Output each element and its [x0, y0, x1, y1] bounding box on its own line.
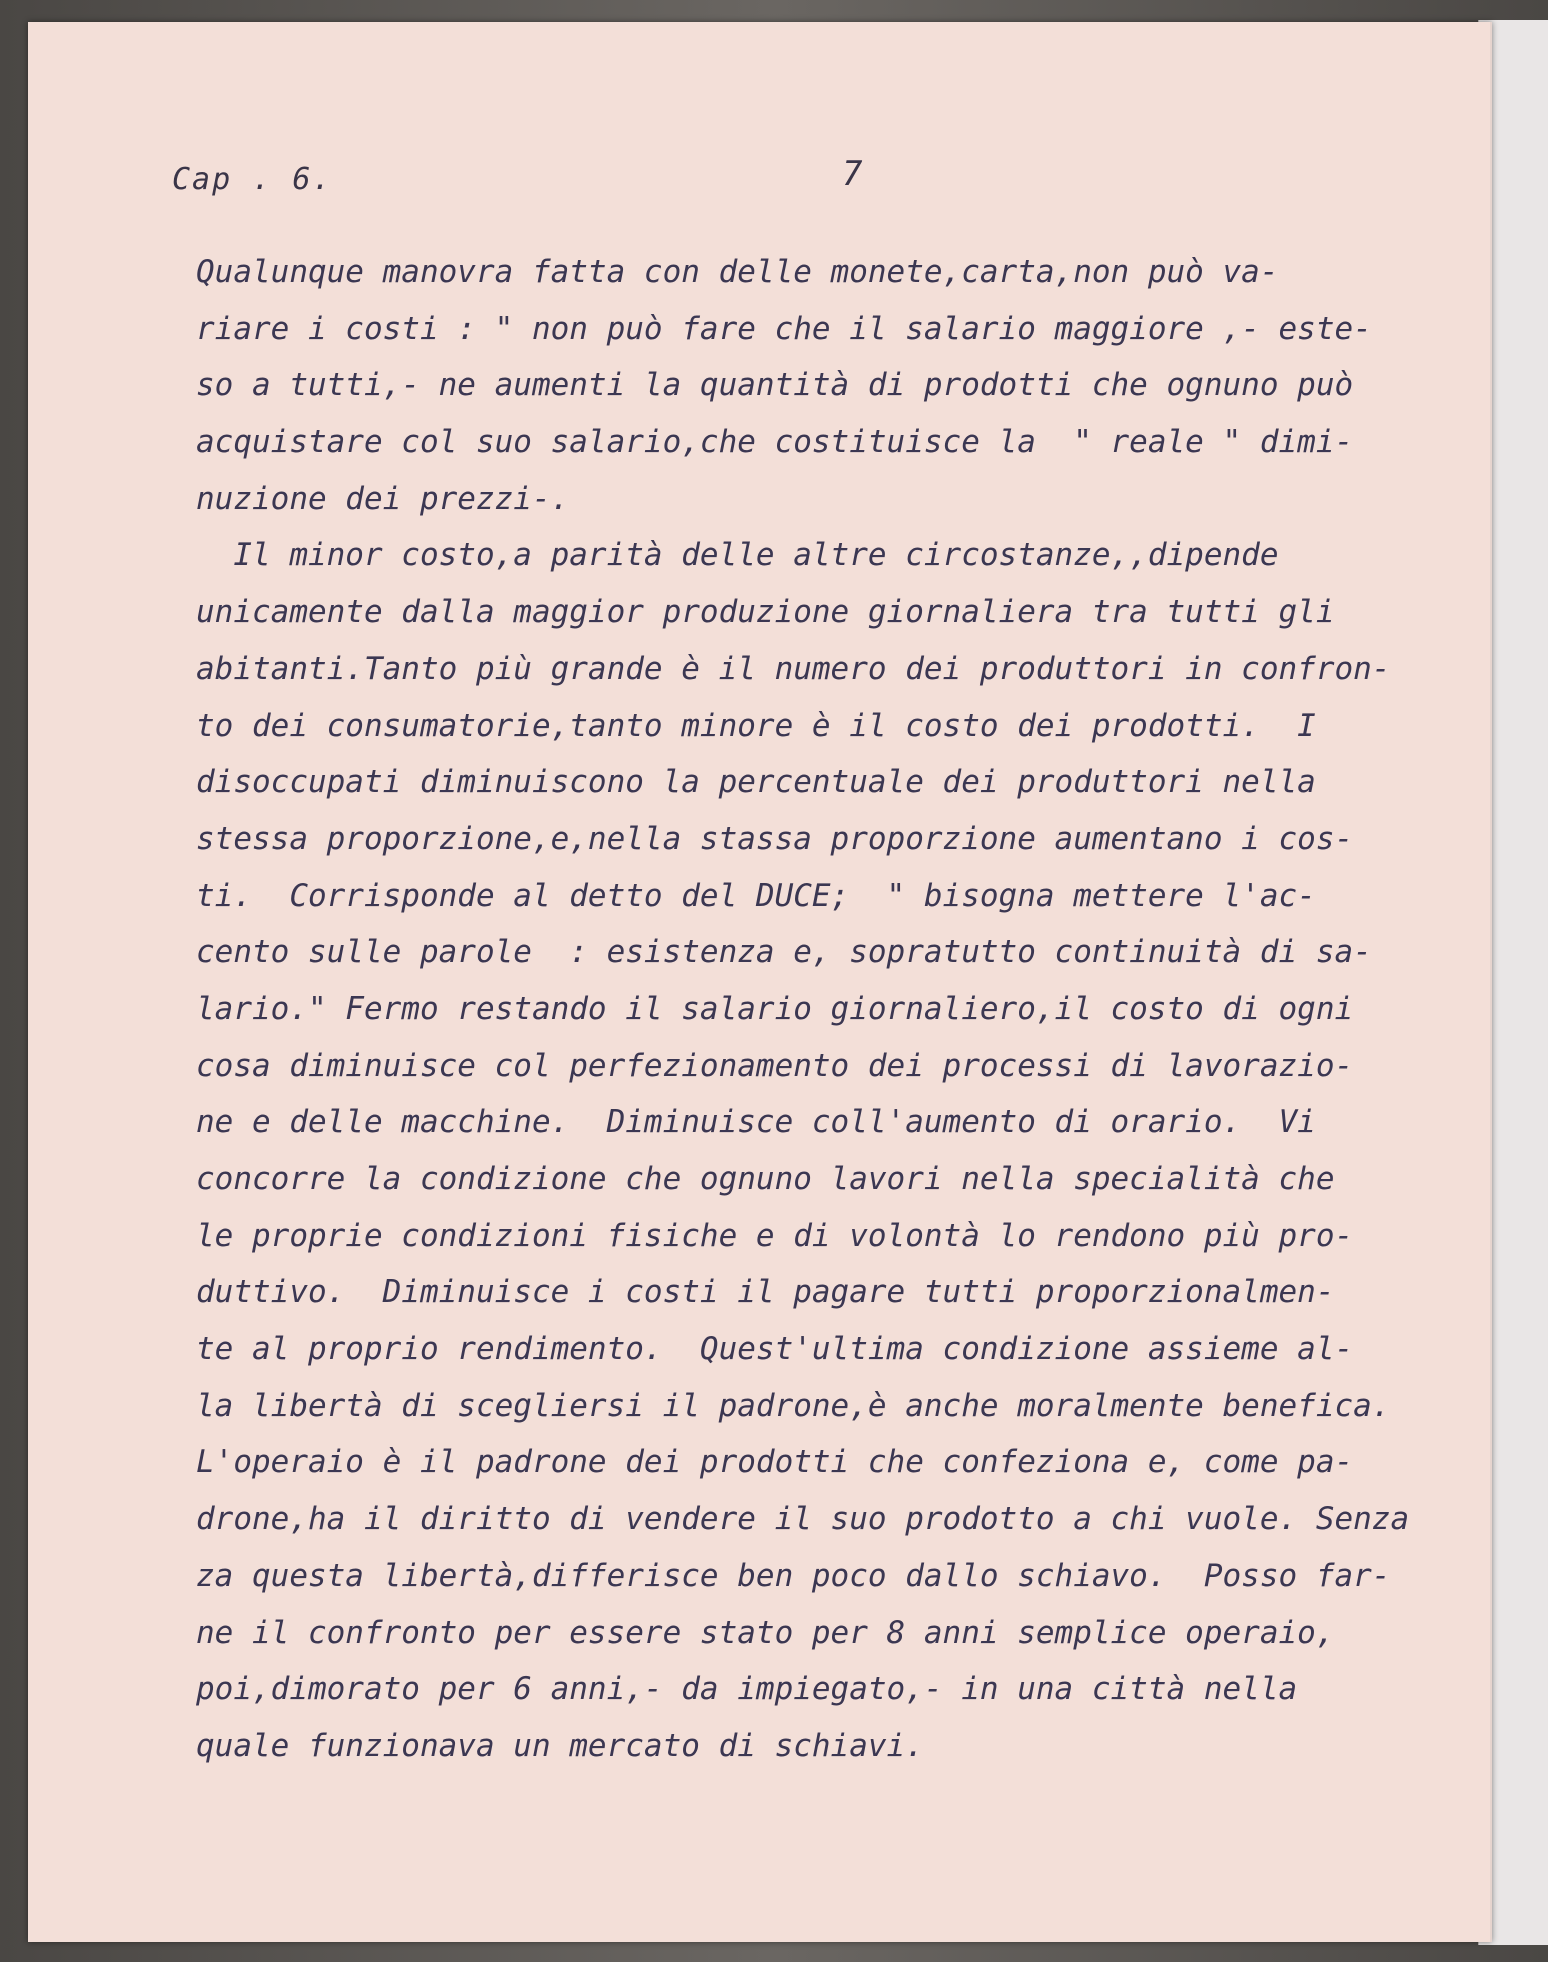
text-line: poi,dimorato per 6 anni,- da impiegato,- in una città nella: [196, 1671, 1298, 1708]
text-line: la libertà di scegliersi il padrone,è anche moralmente benefica.: [196, 1387, 1391, 1424]
text-line: stessa proporzione,e,nella stassa proporzione aumentano i cos-: [196, 820, 1354, 857]
text-line: le proprie condizioni fisiche e di volontà lo rendono più pro-: [196, 1217, 1354, 1254]
text-line: drone,ha il diritto di vendere il suo prodotto a chi vuole. Senza: [196, 1501, 1410, 1538]
text-line: Qualunque manovra fatta con delle monete,carta,non può va-: [196, 254, 1279, 290]
text-line: ne il confronto per essere stato per 8 anni semplice operaio,: [196, 1614, 1335, 1651]
text-line: quale funzionava un mercato di schiavi.: [196, 1727, 924, 1764]
text-line: te al proprio rendimento. Quest'ultima condizione assieme al-: [196, 1331, 1354, 1368]
text-line: ne e delle macchine. Diminuisce coll'aumento di orario. Vi: [196, 1104, 1316, 1141]
typed-body-text: [196, 244, 1410, 1775]
text-line: unicamente dalla maggior produzione giornaliera tra tutti gli: [196, 594, 1335, 631]
text-line: nuzione dei prezzi-.: [196, 480, 570, 517]
text-line: to dei consumatorie,tanto minore è il costo dei prodotti. I: [196, 707, 1316, 744]
text-line: za questa libertà,differisce ben poco dallo schiavo. Posso far-: [196, 1557, 1391, 1594]
text-line: duttivo. Diminuisce i costi il pagare tutti proporzionalmen-: [196, 1274, 1335, 1311]
text-line: so a tutti,- ne aumenti la quantità di prodotti che ognuno può: [196, 367, 1354, 404]
text-line: disoccupati diminuiscono la percentuale dei produttori nella: [196, 764, 1316, 801]
page-header: [172, 154, 1392, 202]
chapter-label: Cap . 6.: [172, 162, 333, 197]
text-line: riare i costi : " non può fare che il salario maggiore ,- este-: [196, 310, 1372, 347]
text-line: Il minor costo,a parità delle altre circostanze,,dipende: [196, 537, 1279, 574]
page-number: 7: [842, 154, 863, 194]
text-line: L'operaio è il padrone dei prodotti che confeziona e, come pa-: [196, 1444, 1354, 1481]
text-line: acquistare col suo salario,che costituisce la " reale " dimi-: [196, 424, 1354, 461]
text-line: cento sulle parole : esistenza e, sopratutto continuità di sa-: [196, 934, 1372, 971]
text-line: ti. Corrisponde al detto del DUCE; " bisogna mettere l'ac-: [196, 877, 1316, 914]
text-line: abitanti.Tanto più grande è il numero dei produttori in confron-: [196, 650, 1391, 687]
text-line: cosa diminuisce col perfezionamento dei processi di lavorazio-: [196, 1047, 1354, 1084]
text-line: lario." Fermo restando il salario giornaliero,il costo di ogni: [196, 990, 1354, 1027]
text-line: concorre la condizione che ognuno lavori nella specialità che: [196, 1161, 1335, 1197]
